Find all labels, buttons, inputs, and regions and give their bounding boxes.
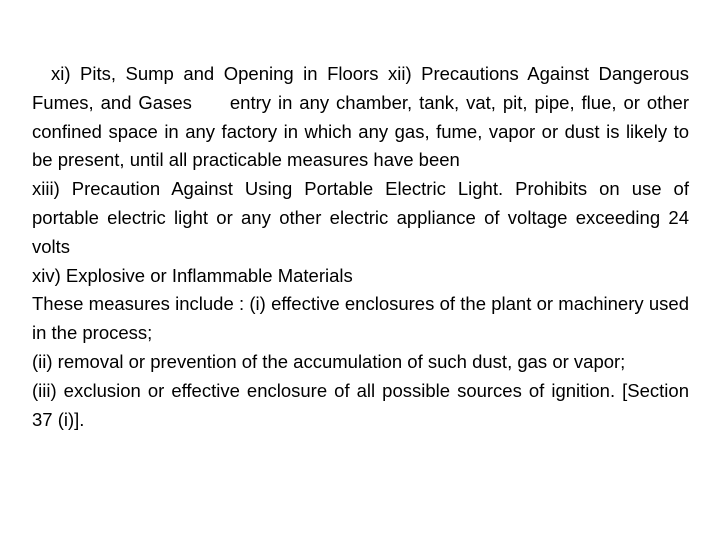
paragraph-xii-body: entry in any chamber, tank, vat, pit, pipe, flue, or other confined space in any factory in which any gas, fume, vapor or dust is likely to be present, until all practicable measures have been — [32, 91, 690, 171]
paragraph-measure-iii: (iii) exclusion or effective enclosure of all possible sources of ignition. [Section 37 (i)]. — [32, 379, 689, 430]
body-text — [32, 60, 689, 434]
paragraph-measure-ii: (ii) removal or prevention of the accumulation of such dust, gas or vapor; — [32, 350, 626, 372]
paragraph-measures: These measures include : (i) effective enclosures of the plant or machinery used in the process; — [32, 293, 689, 344]
paragraph-xi-xii-heading: xi) Pits, Sump and Opening in Floors xii) Precautions Against Dangerous Fumes, and Gases — [32, 63, 689, 113]
paragraph-xi-xii — [32, 60, 689, 175]
paragraph-xiii: xiii) Precaution Against Using Portable Electric Light. Prohibits on use of portable electric light or any other electric appliance of voltage exceeding 24 volts — [32, 178, 689, 257]
paragraph-xiv: xiv) Explosive or Inflammable Materials — [32, 264, 353, 286]
